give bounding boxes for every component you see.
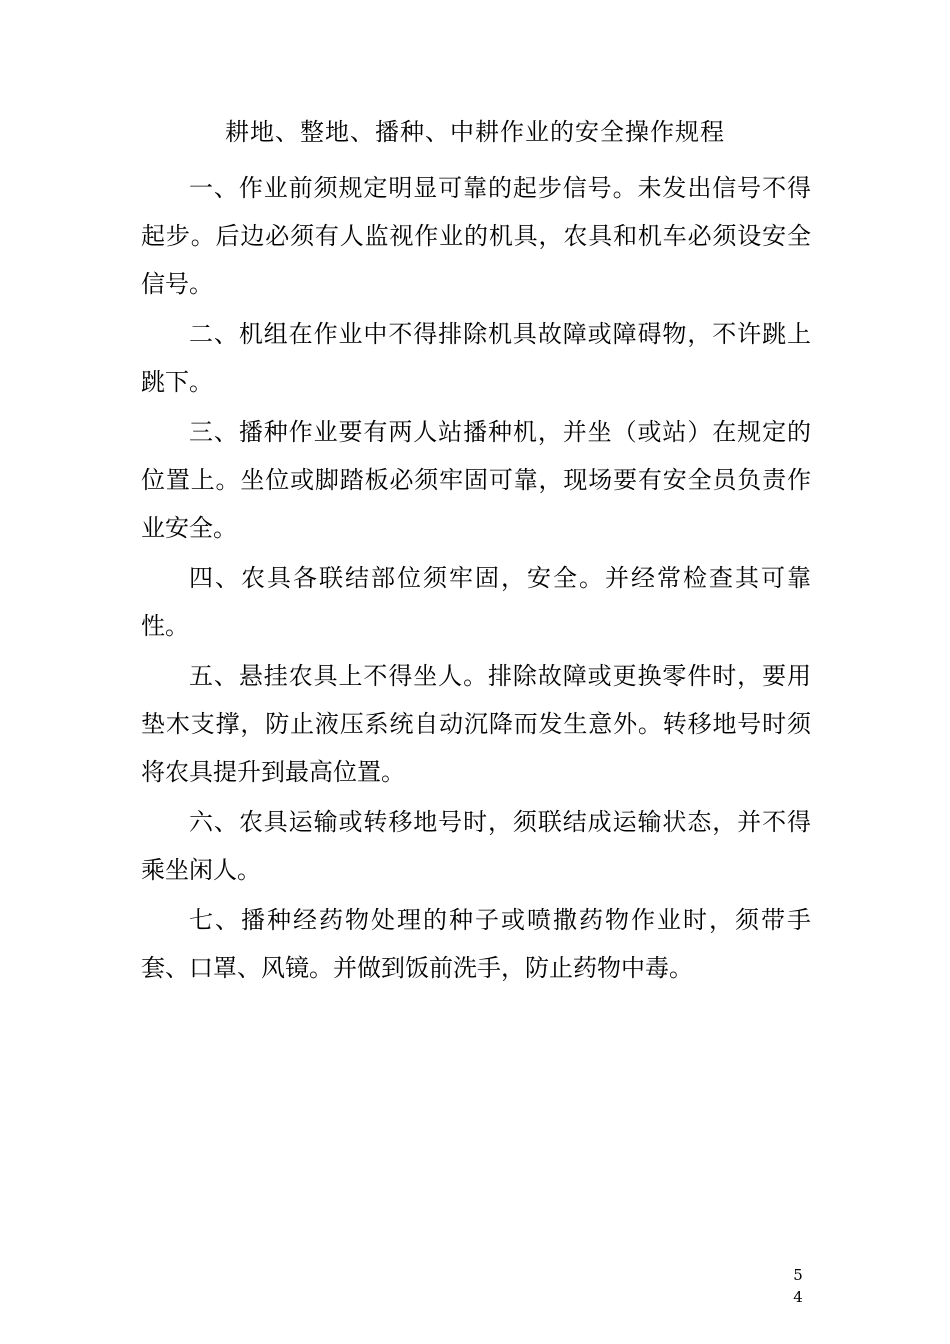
document-title: 耕地、整地、播种、中耕作业的安全操作规程 bbox=[225, 118, 725, 146]
document-body bbox=[141, 164, 811, 994]
paragraph-2: 二、机组在作业中不得排除机具故障或障碍物，不许跳上跳下。 bbox=[141, 320, 811, 396]
paragraph-5: 五、悬挂农具上不得坐人。排除故障或更换零件时，要用垫木支撑，防止液压系统自动沉降而发生意外。转移地号时须将农具提升到最高位置。 bbox=[141, 662, 811, 786]
paragraph-1: 一、作业前须规定明显可靠的起步信号。未发出信号不得起步。后边必须有人监视作业的机具，农具和机车必须设安全信号。 bbox=[141, 174, 811, 298]
paragraph-4: 四、农具各联结部位须牢固，安全。并经常检查其可靠性。 bbox=[141, 564, 811, 640]
page-number bbox=[790, 1264, 806, 1308]
page-number-line-1: 5 bbox=[793, 1266, 803, 1284]
paragraph-3: 三、播种作业要有两人站播种机，并坐（或站）在规定的位置上。坐位或脚踏板必须牢固可靠，现场要有安全员负责作业安全。 bbox=[141, 418, 811, 542]
paragraph-6: 六、农具运输或转移地号时，须联结成运输状态，并不得乘坐闲人。 bbox=[141, 808, 811, 884]
page-number-line-2: 4 bbox=[793, 1288, 803, 1306]
paragraph-7: 七、播种经药物处理的种子或喷撒药物作业时，须带手套、口罩、风镜。并做到饭前洗手，防止药物中毒。 bbox=[141, 906, 811, 982]
